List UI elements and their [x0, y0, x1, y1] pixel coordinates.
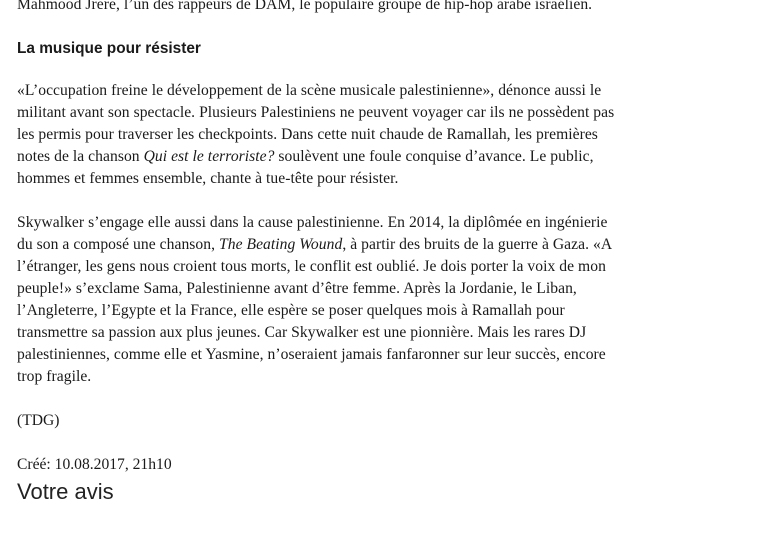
song-title: Qui est le terroriste?	[143, 148, 275, 165]
comments-heading: Votre avis	[17, 479, 114, 504]
intro-paragraph: Mahmood Jrere, l’un des rappeurs de DAM, le populaire groupe de hip-hop arabe israélien.	[17, 0, 593, 13]
paragraph-text: , à partir des bruits de la guerre à Gaza. «A l’étranger, les gens nous croient tous morts, le conflit est oublié. Je dois porter la voix de mon peuple!» s’exclame Sama, Palestinienne avant d’être femme. Après la Jordanie, le Liban, l’Angleterre, l’Egypte et la France, elle espère se poser quelques mois à Ramallah pour transmettre sa passion aux plus jeunes. Car Skywalker est une pionnière. Mais les rares DJ palestiniennes, comme elle et Yasmine, n’oseraient jamais fanfaronner sur leur succès, encore trop fragile.	[17, 236, 612, 385]
section-subheading: La musique pour résister	[17, 40, 201, 57]
song-title: The Beating Wound	[219, 236, 343, 253]
paragraph-skywalker	[17, 212, 617, 388]
paragraph-text: Skywalker s’engage elle aussi dans la cause palestinienne. En 2014, la diplômée en ingénierie du son a composé une chanson,	[17, 214, 608, 253]
article-source: (TDG)	[17, 412, 60, 429]
paragraph-text: soulèvent une foule conquise d’avance. Le public, hommes et femmes ensemble, chante à tue-tête pour résister.	[17, 148, 594, 187]
paragraph-text: «L’occupation freine le développement de la scène musicale palestinienne», dénonce aussi le militant avant son spectacle. Plusieurs Palestiniens ne peuvent voyager car ils ne possèdent pas les permis pour traverser les checkpoints. Dans cette nuit chaude de Ramallah, les premières notes de la chanson	[17, 82, 615, 165]
paragraph-music-resistance	[17, 80, 617, 190]
article-body	[17, 0, 617, 505]
created-timestamp: Créé: 10.08.2017, 21h10	[17, 456, 172, 473]
